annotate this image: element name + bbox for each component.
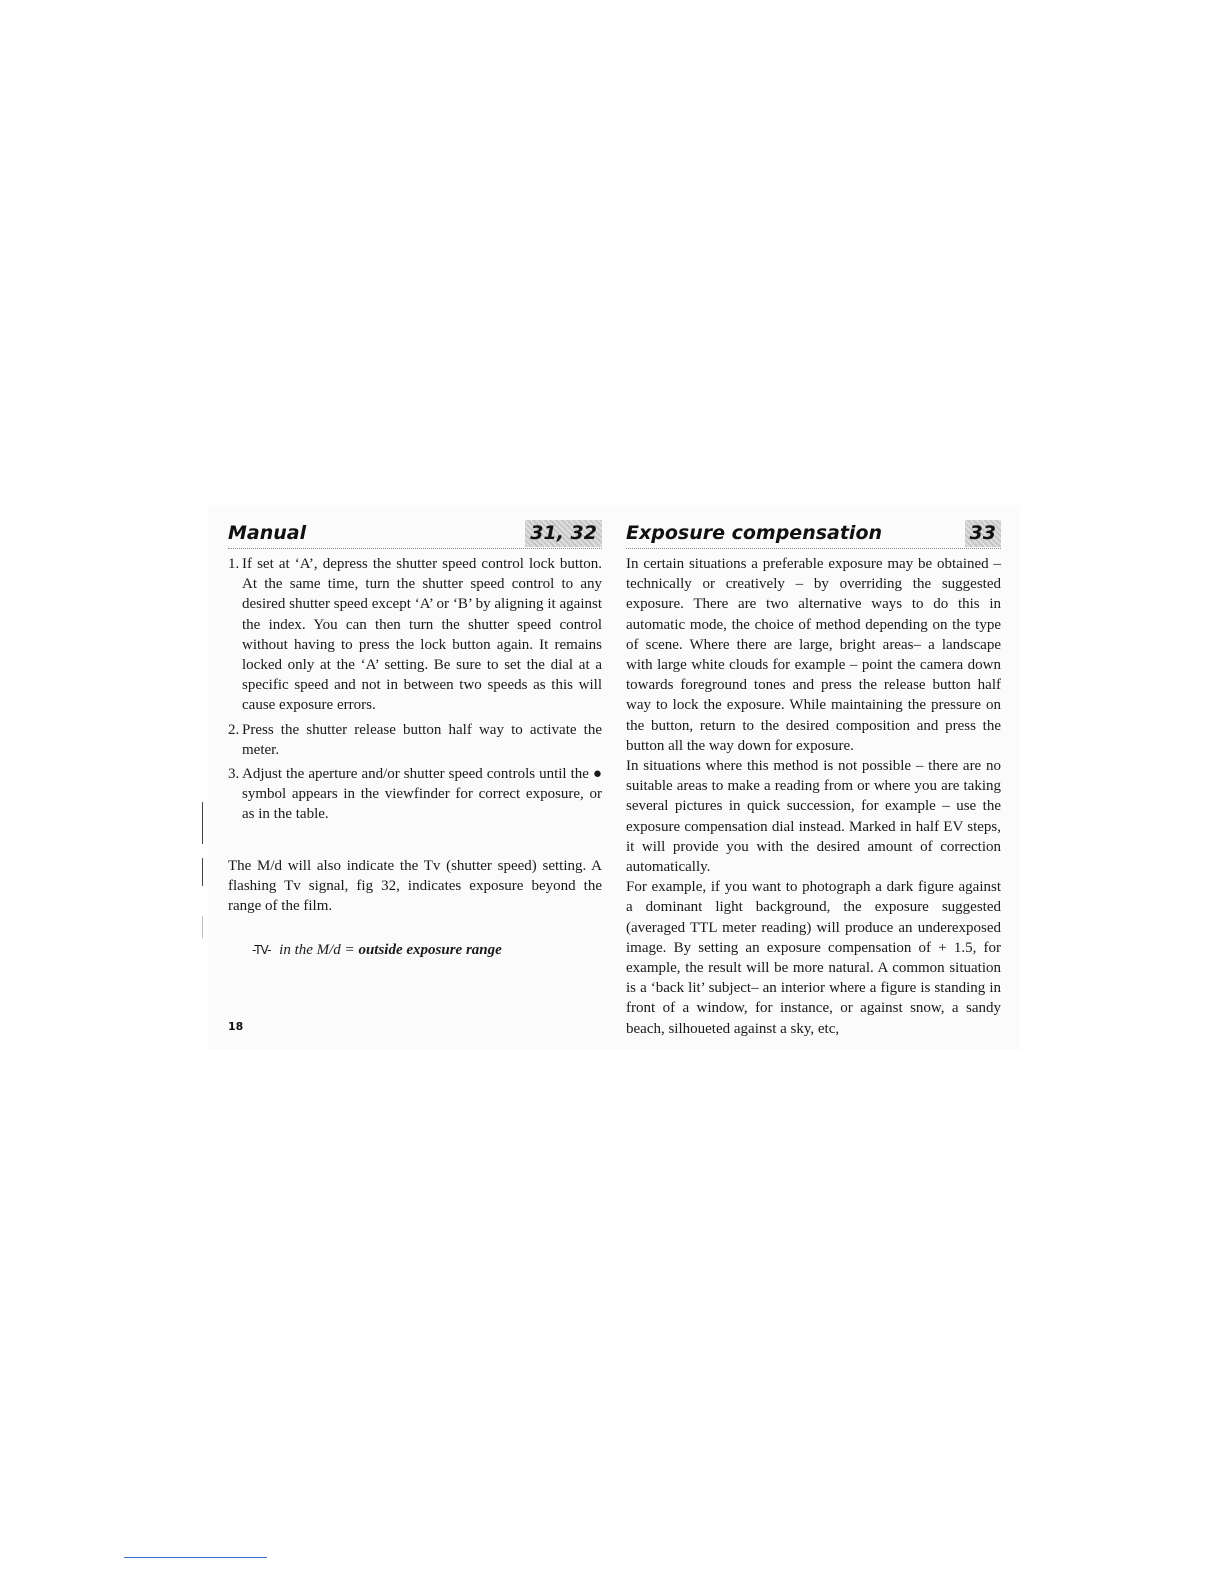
tv-note-paragraph: The M/d will also indicate the Tv (shutter speed) setting. A flashing Tv signal, fig 32, indicates exposure beyond the range of the film.	[228, 857, 602, 915]
figure-reference-badge: 31, 32	[525, 520, 602, 547]
section-body	[228, 554, 602, 916]
footnote-rule	[124, 1557, 267, 1558]
tv-caption-text: in the M/d =	[279, 942, 355, 959]
tv-indicator-caption	[228, 942, 602, 959]
flashing-tv-icon: -TV-	[252, 943, 271, 958]
step-text: Press the shutter release button half way to activate the meter.	[242, 721, 602, 758]
section-title: Exposure compensation	[626, 522, 883, 544]
step-text: Adjust the aperture and/or shutter speed controls until the ● symbol appears in the viewfinder for correct exposure, or as in the table.	[242, 766, 602, 823]
step-text: If set at ‘A’, depress the shutter speed control lock button. At the same time, turn the shutter speed control to any desired shutter speed except ‘A’ or ‘B’ by aligning it against the index. You can then turn the shutter speed control without having to press the lock button again. It remains locked only at the ‘A’ setting. Be sure to set the dial at a specific speed and not in between two speeds as this will cause exposure errors.	[242, 556, 602, 714]
section-title: Manual	[228, 522, 307, 544]
section-header	[228, 514, 602, 549]
section-header	[626, 514, 1001, 549]
step-number: 3.	[228, 766, 240, 783]
exposure-compensation-section	[626, 514, 1001, 1039]
steps-list	[228, 554, 602, 825]
figure-reference-badge: 33	[965, 520, 1001, 547]
step-number: 1.	[228, 556, 240, 572]
list-item	[228, 554, 602, 716]
paragraph: In certain situations a preferable exposure may be obtained – technically or creatively – by overriding the suggested exposure. There are two alternative ways to do this in automatic mode, the choice of method depending on the type of scene. Where there are large, bright areas– a landscape with large white clouds for example – point the camera down towards foreground tones and press the release button half way to lock the exposure. While maintaining the pressure on the button, return to the desired composition and press the button all the way down for exposure.	[626, 556, 1001, 754]
margin-mark	[202, 916, 203, 938]
tv-caption-emphasis: outside exposure range	[358, 942, 502, 959]
list-item	[228, 764, 602, 825]
list-item	[228, 720, 602, 760]
step-number: 2.	[228, 721, 240, 738]
manual-section	[228, 514, 602, 959]
section-body	[626, 554, 1001, 1039]
paragraph: In situations where this method is not possible – there are no suitable areas to make a reading from or where you are taking several pictures in quick succession, for example – use the exposure compensation dial instead. Marked in half EV steps, it will provide you with the desired amount of correction automatically.	[626, 758, 1001, 876]
paragraph: For example, if you want to photograph a dark figure against a dominant light background, the exposure suggested (averaged TTL meter reading) will produce an underexposed image. By setting an exposure compensation of + 1.5, for example, the result will be more natural. A common situation is a ‘back lit’ subject– an interior where a figure is standing in front of a window, for instance, or against snow, a sandy beach, silhoueted against a sky, etc,	[626, 879, 1001, 1037]
page-number: 18	[228, 1020, 244, 1033]
margin-mark	[202, 802, 203, 844]
margin-mark	[202, 858, 203, 886]
